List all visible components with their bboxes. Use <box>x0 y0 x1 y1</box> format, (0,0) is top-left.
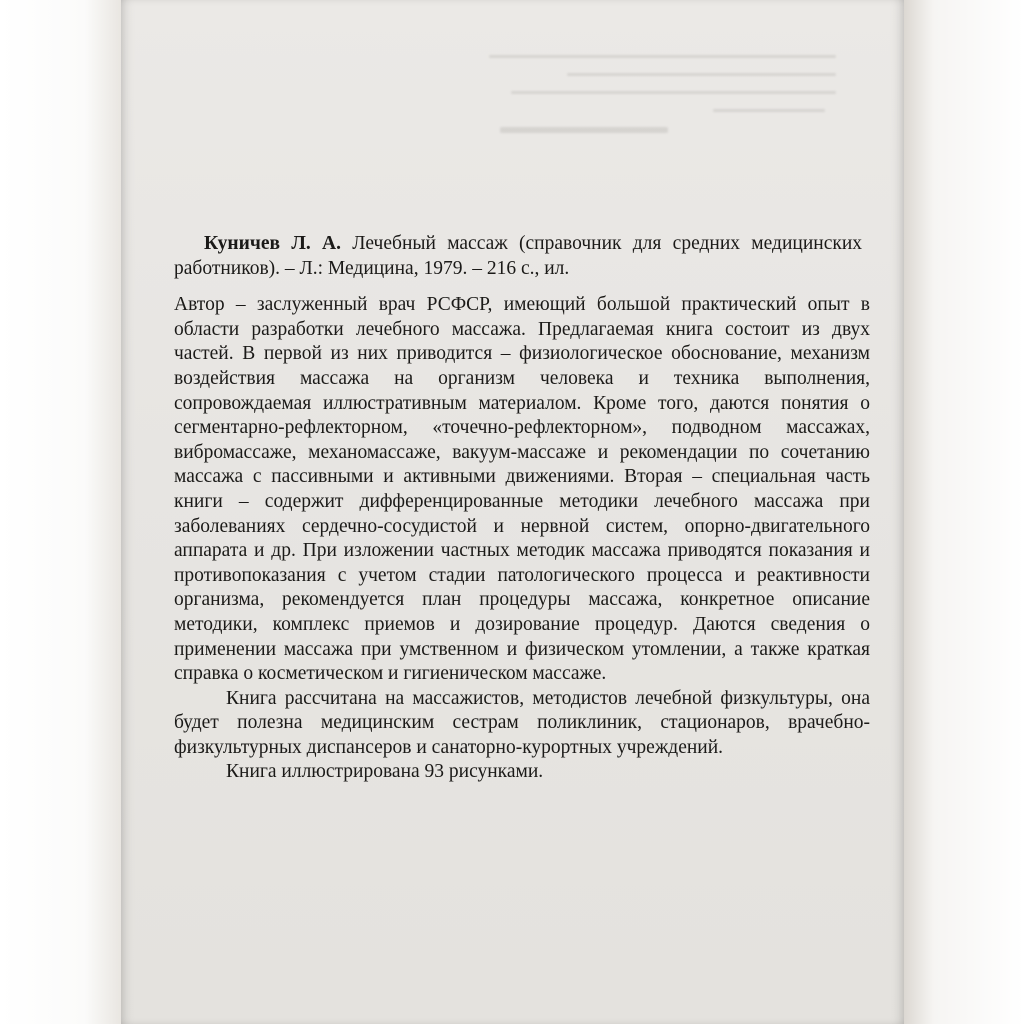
annotation-paragraph: Автор – заслуженный врач РСФСР, имеющий большой практический опыт в области разработки лечебного массажа. Предлагаемая книга состоит из двух частей. В первой из них приводится – физиологическое обоснование, механизм воздействия массажа на организм человека и техника выполнения, сопровождаемая иллюстративным материалом. Кроме того, даются понятия о сегментарно-рефлекторном, «точечно-рефлекторном», подводном массажах, вибромассаже, механомассаже, вакуум-массаже и рекомендации по сочетанию массажа с пассивными и активными движениями. Вторая – специальная часть книги – содержит дифференцированные методики лечебного массажа при заболеваниях сердечно-сосудистой и нервной систем, опорно-двигательного аппарата и др. При изложении частных методик массажа приводятся показания и противопоказания с учетом стадии патологического процесса и реактивности организма, рекомендуется план процедуры массажа, конкретное описание методики, комплекс приемов и дозирование процедур. Даются сведения о применении массажа при умственном и физическом утомлении, а также краткая справка о косметическом и гигиеническом массаже. <box>174 294 870 685</box>
book-citation: Лечебный массаж (справочник для средних медицинских работников). – Л.: Медицина, 1979. – 216 с., ил. <box>174 233 863 279</box>
show-through-text <box>321 40 881 240</box>
illustrations-paragraph: Книга иллюстрирована 93 рисунками. <box>226 761 544 783</box>
bibliographic-entry <box>174 232 890 281</box>
annotation-text-block <box>174 232 890 785</box>
background-right <box>904 0 1024 1024</box>
author-name: Куничев Л. А. <box>204 233 341 254</box>
background-left <box>0 0 121 1024</box>
audience-paragraph: Книга рассчитана на массажистов, методистов лечебной физкультуры, она будет полезна медицинским сестрам поликлиник, стационаров, врачебно-физкультурных диспансеров и санаторно-курортных учреждений. <box>174 687 870 758</box>
